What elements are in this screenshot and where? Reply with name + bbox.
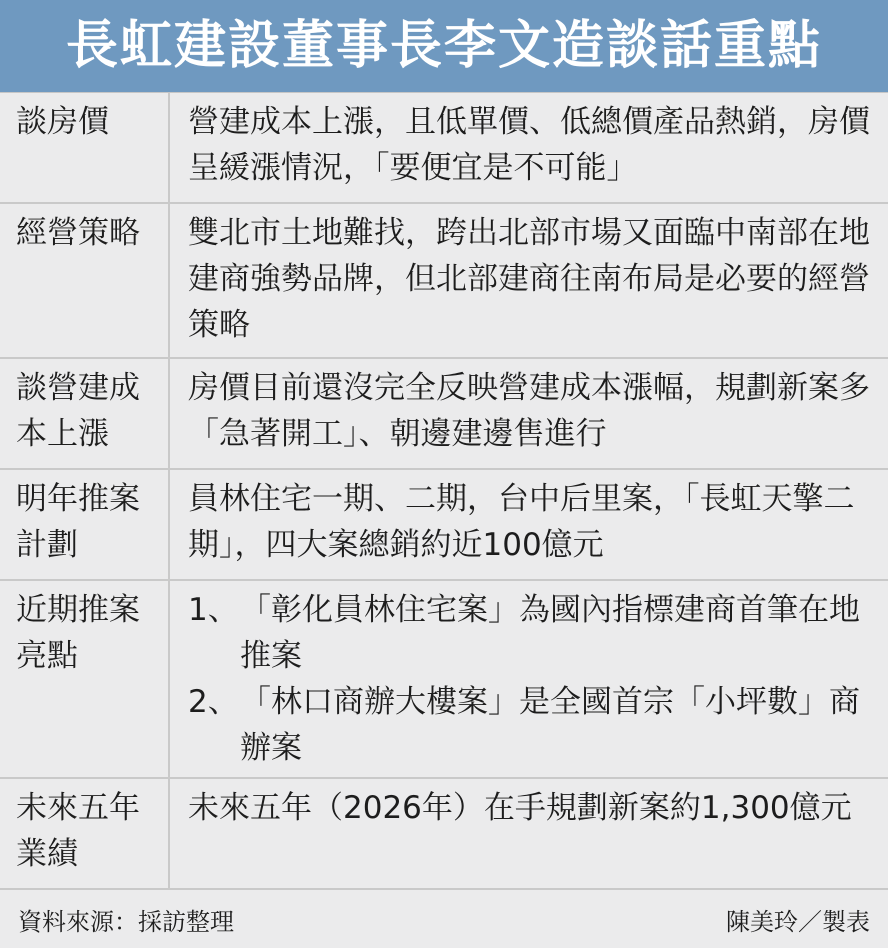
list-number: 2、 (188, 684, 239, 720)
title-bar (0, 0, 888, 92)
row-label: 明年推案計劃 (0, 470, 170, 579)
list-text: 「林口商辦大樓案」是全國首宗「小坪數」商辦案 (240, 684, 860, 766)
list-item (188, 587, 880, 679)
credit-note: 陳美玲／製表 (726, 907, 870, 936)
list-item (188, 679, 880, 771)
row-label: 近期推案亮點 (0, 581, 170, 777)
row-content: 員林住宅一期、二期，台中后里案，「長虹天擎二期」，四大案總銷約近100億元 (188, 481, 855, 563)
info-table (0, 92, 888, 890)
row-label: 談房價 (0, 93, 170, 202)
table-row (0, 204, 888, 359)
row-content: 未來五年（2026年）在手規劃新案約1,300億元 (188, 790, 852, 826)
table-row (0, 581, 888, 779)
table-row (0, 470, 888, 581)
row-content (170, 581, 888, 777)
row-content: 房價目前還沒完全反映營建成本漲幅，規劃新案多「急著開工」、朝邊建邊售進行 (188, 370, 870, 452)
row-content: 營建成本上漲，且低單價、低總價產品熱銷，房價呈緩漲情況，「要便宜是不可能」 (188, 104, 870, 186)
footer (0, 890, 888, 948)
row-label: 未來五年業績 (0, 779, 170, 888)
list-number: 1、 (188, 592, 239, 628)
table-row (0, 359, 888, 470)
table-row (0, 93, 888, 204)
row-label: 經營策略 (0, 204, 170, 357)
row-content: 雙北市土地難找，跨出北部市場又面臨中南部在地建商強勢品牌，但北部建商往南布局是必要的經營策略 (188, 215, 870, 343)
list-text: 「彰化員林住宅案」為國內指標建商首筆在地推案 (240, 592, 860, 674)
row-label: 談營建成本上漲 (0, 359, 170, 468)
page-title: 長虹建設董事長李文造談話重點 (65, 16, 822, 76)
table-row (0, 779, 888, 890)
source-note: 資料來源：採訪整理 (18, 907, 234, 936)
